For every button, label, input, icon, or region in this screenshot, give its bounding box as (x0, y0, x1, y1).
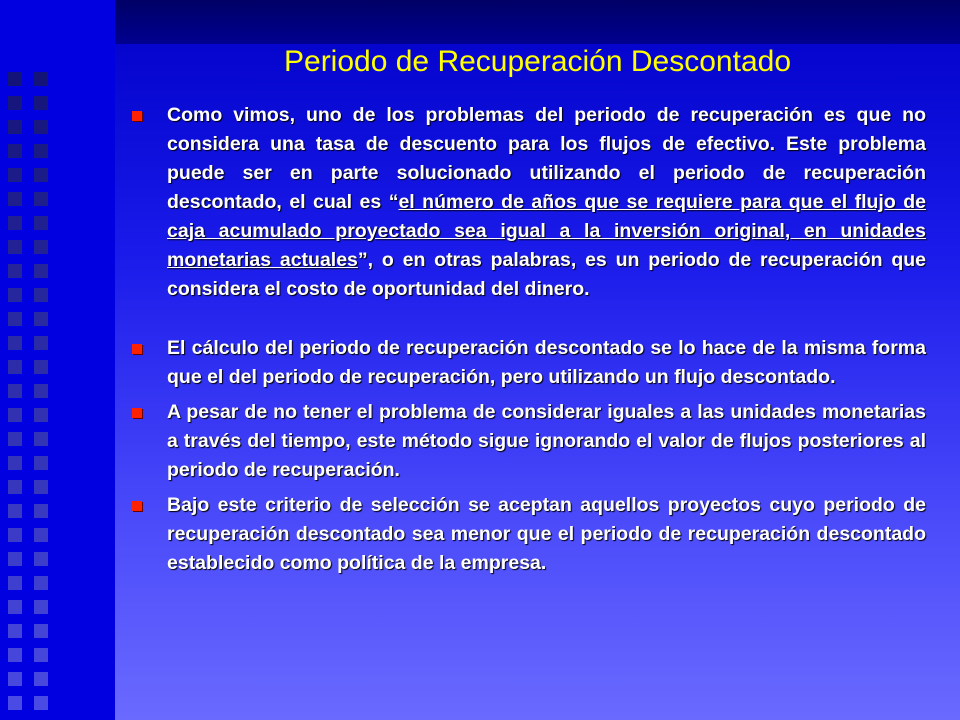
decorative-square (34, 96, 48, 110)
decorative-square (8, 504, 22, 518)
decorative-square (34, 240, 48, 254)
decorative-square (34, 312, 48, 326)
decorative-square (34, 120, 48, 134)
decorative-square (8, 384, 22, 398)
decorative-square (8, 120, 22, 134)
decorative-square (34, 600, 48, 614)
decorative-square (34, 624, 48, 638)
bullet-text-underlined: el número de años que se requiere para que el flujo de caja acumulado proyectado sea igual a la inversión original, en unidades monetarias actuales (167, 191, 926, 271)
decorative-square (34, 552, 48, 566)
decorative-square (34, 432, 48, 446)
decorative-square (34, 504, 48, 518)
decorative-square (34, 576, 48, 590)
decorative-square (8, 216, 22, 230)
decorative-square (34, 288, 48, 302)
decorative-square (34, 72, 48, 86)
bullet-text: El cálculo del periodo de recuperación descontado se lo hace de la misma forma que el del periodo de recuperación, pero utilizando un flujo descontado. (167, 337, 926, 388)
decorative-square (8, 648, 22, 662)
decorative-square (34, 360, 48, 374)
decorative-square (34, 144, 48, 158)
decorative-square (34, 480, 48, 494)
decorative-square (8, 168, 22, 182)
decorative-square (8, 624, 22, 638)
square-bullet-icon (132, 408, 142, 418)
decorative-square (8, 264, 22, 278)
top-header-bar (115, 0, 960, 44)
decorative-square (8, 192, 22, 206)
decorative-square (34, 456, 48, 470)
decorative-square (8, 552, 22, 566)
bullet-item (130, 334, 926, 392)
bullet-text: Bajo este criterio de selección se aceptan aquellos proyectos cuyo periodo de recuperación descontado sea menor que el periodo de recuperación descontado establecido como política de la empresa. (167, 494, 926, 574)
decorative-square (8, 72, 22, 86)
decorative-square (34, 648, 48, 662)
bullet-item (130, 101, 926, 304)
decorative-square (8, 576, 22, 590)
decorative-square (34, 216, 48, 230)
bullet-item (130, 398, 926, 485)
slide-title: Periodo de Recuperación Descontado (284, 45, 791, 78)
square-bullet-icon (132, 501, 142, 511)
decorative-square (34, 168, 48, 182)
decorative-square (8, 672, 22, 686)
bullet-item (130, 491, 926, 578)
decorative-square (8, 456, 22, 470)
decorative-square (8, 360, 22, 374)
decorative-square (8, 600, 22, 614)
decorative-square (34, 408, 48, 422)
bullet-list (130, 101, 926, 578)
decorative-square (8, 432, 22, 446)
decorative-square (34, 192, 48, 206)
decorative-square (8, 528, 22, 542)
decorative-square (8, 144, 22, 158)
decorative-square (34, 264, 48, 278)
decorative-square (34, 528, 48, 542)
decorative-square (8, 408, 22, 422)
decorative-square (34, 696, 48, 710)
decorative-square (8, 336, 22, 350)
decorative-square (34, 336, 48, 350)
bullet-text-before: Como vimos, uno de los problemas del periodo de recuperación es que no considera una tasa de descuento para los flujos de efectivo. Este problema puede ser en parte solucionado utilizando el periodo de recuperación descontado, el cual es “ (167, 104, 926, 213)
decorative-square (8, 480, 22, 494)
square-bullet-icon (132, 344, 142, 354)
decorative-square (8, 312, 22, 326)
left-square-column (8, 0, 24, 720)
decorative-square (34, 384, 48, 398)
decorative-square (8, 96, 22, 110)
decorative-square (34, 672, 48, 686)
square-bullet-icon (132, 111, 142, 121)
decorative-square (8, 240, 22, 254)
decorative-square (8, 696, 22, 710)
right-square-column (34, 0, 50, 720)
bullet-text: A pesar de no tener el problema de considerar iguales a las unidades monetarias a través del tiempo, este método sigue ignorando el valor de flujos posteriores al periodo de recuperación. (167, 401, 926, 481)
decorative-square (8, 288, 22, 302)
bullet-text-after: ”, o en otras palabras, es un periodo de recuperación que considera el costo de oportunidad del dinero. (167, 249, 926, 300)
